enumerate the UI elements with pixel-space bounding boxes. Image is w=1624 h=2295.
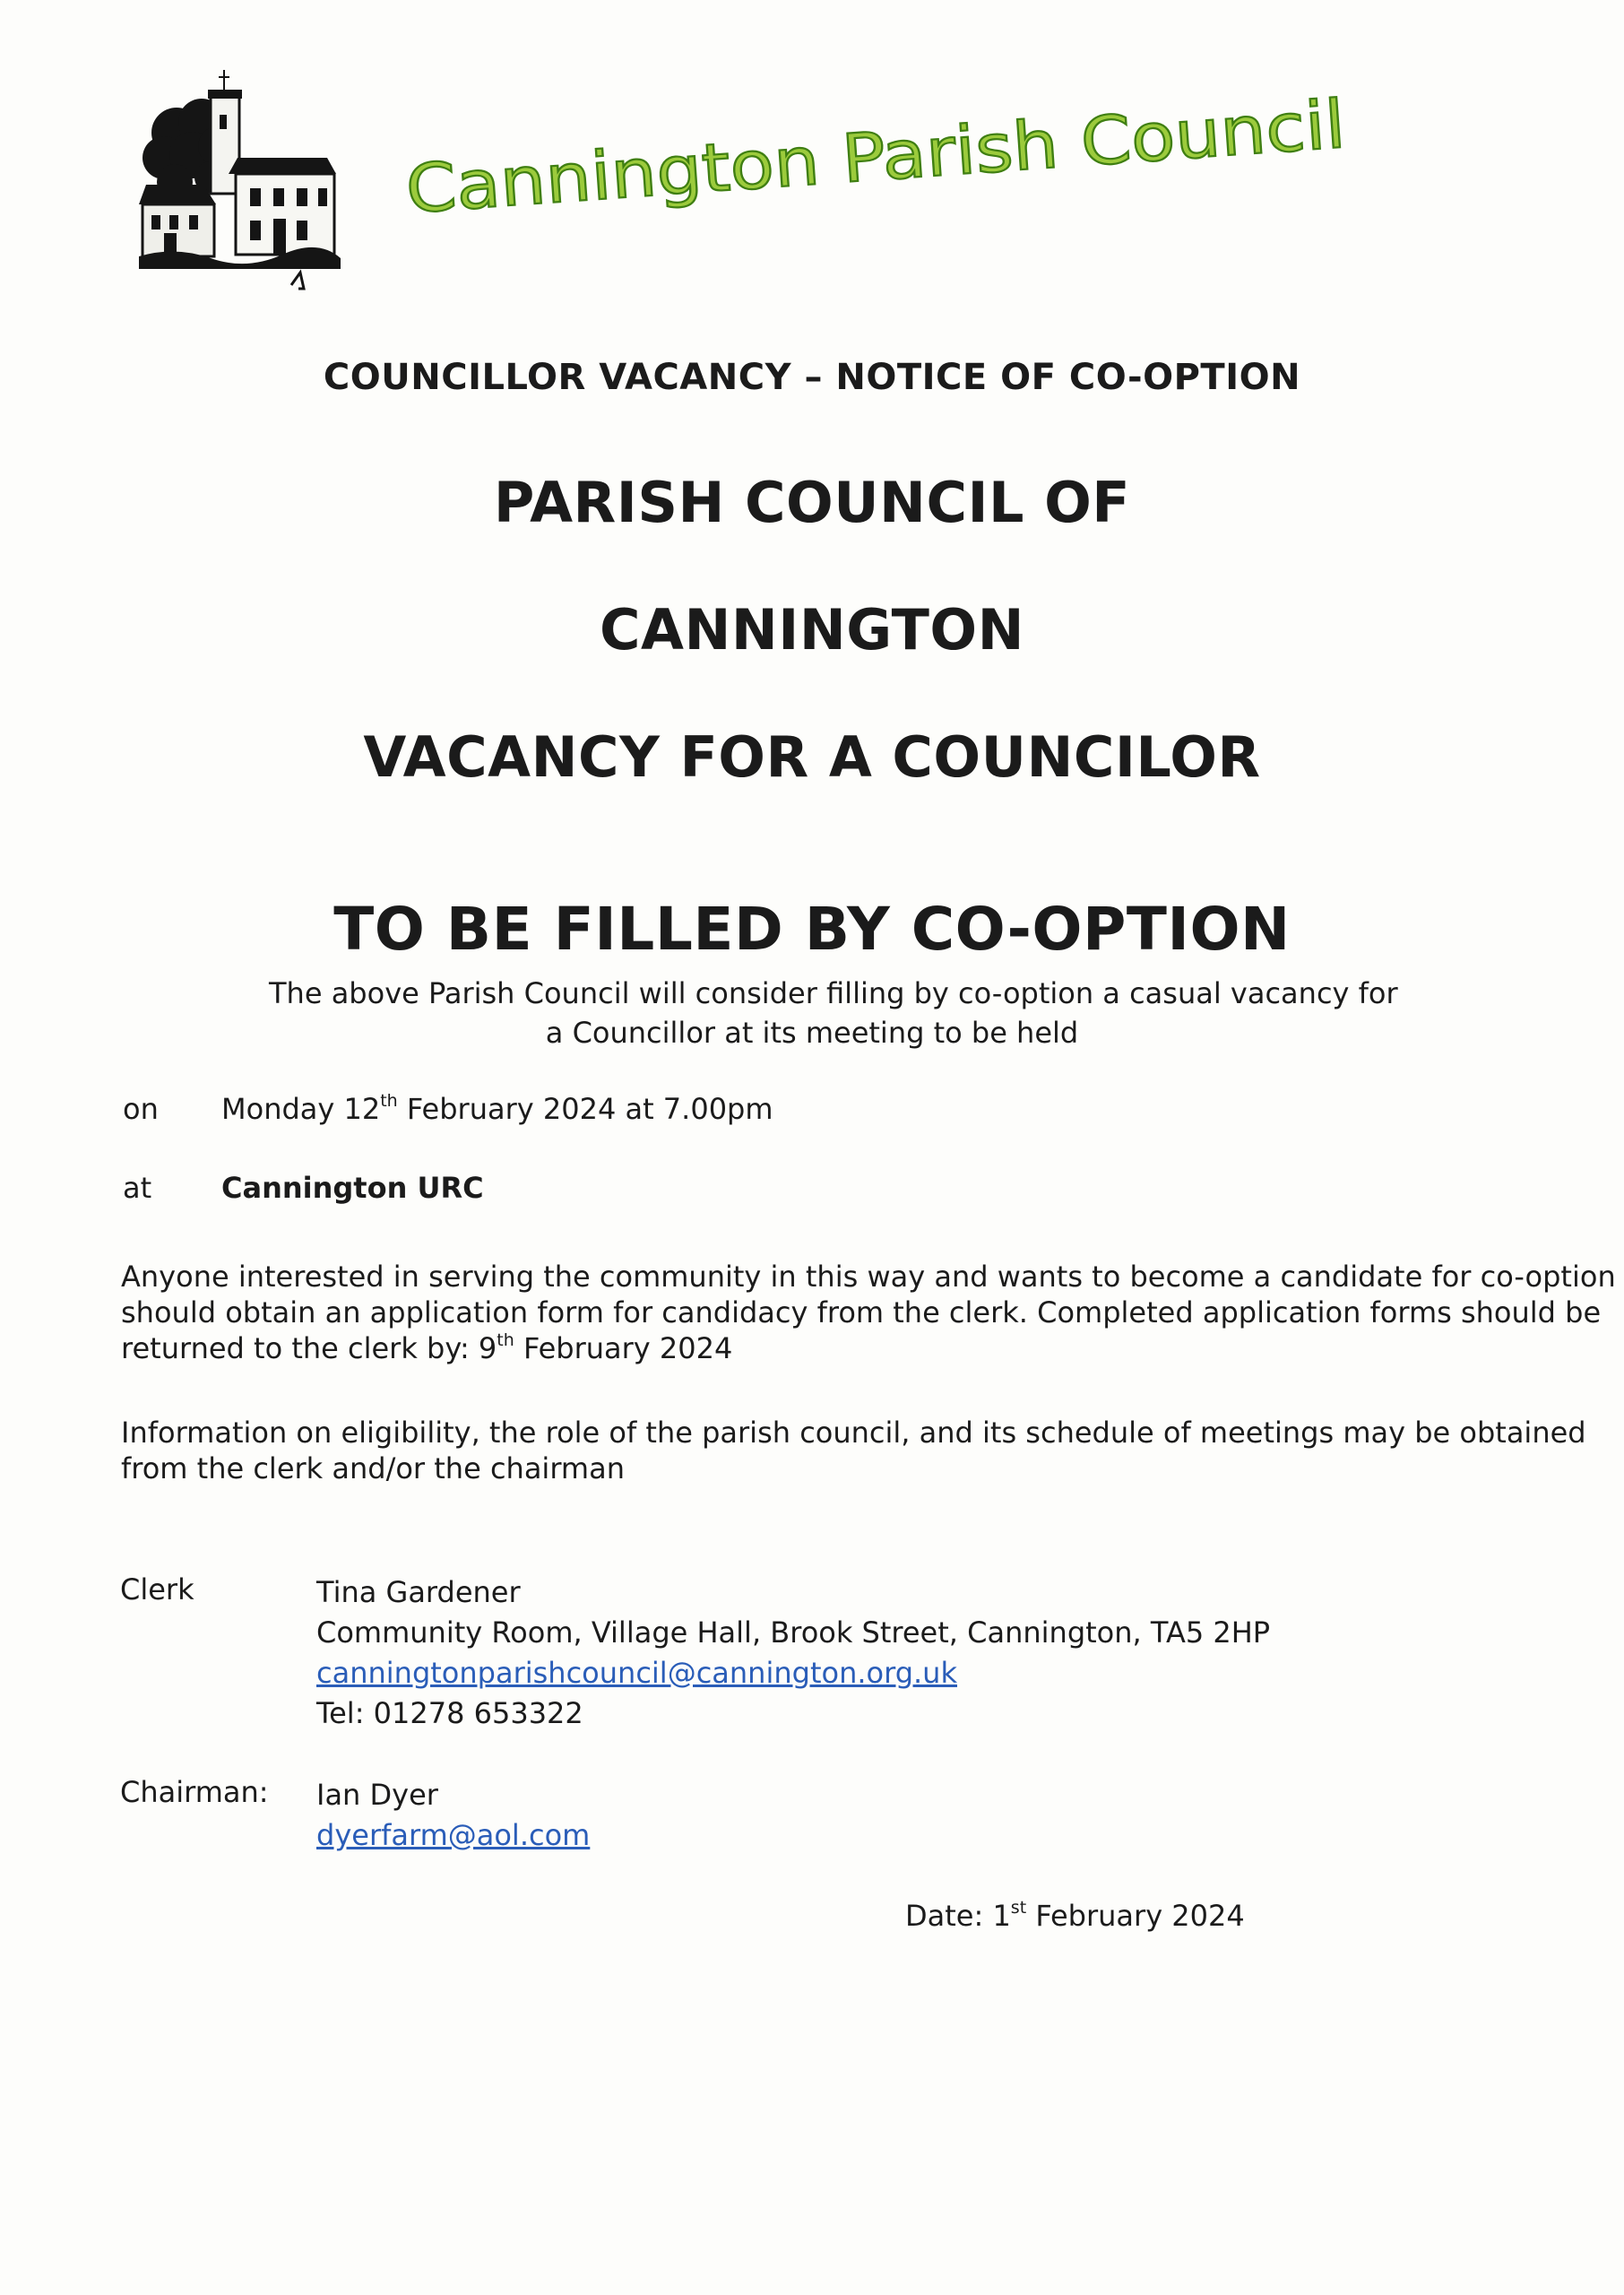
notice-date: Date: 1st February 2024	[905, 1898, 1245, 1933]
heading-parish-council: PARISH COUNCIL OF	[493, 470, 1131, 535]
clerk-label: Clerk	[120, 1572, 194, 1606]
clerk-contact	[316, 1572, 1270, 1734]
at-label: at	[123, 1171, 152, 1205]
chairman-email-link[interactable]: dyerfarm@aol.com	[316, 1818, 591, 1852]
heading-cannington: CANNINGTON	[600, 597, 1024, 663]
chairman-label: Chairman:	[120, 1775, 269, 1809]
paragraph-line: should obtain an application form for candidacy from the clerk. Completed application forms should be	[121, 1295, 1602, 1329]
chairman-name: Ian Dyer	[316, 1778, 438, 1812]
candidate-paragraph	[121, 1259, 1616, 1366]
heading-co-option: TO BE FILLED BY CO-OPTION	[333, 895, 1291, 964]
church-and-village-sketch-icon	[139, 70, 341, 303]
paragraph-line: Anyone interested in serving the community in this way and wants to become a candidate for co-option	[121, 1260, 1616, 1294]
chairman-contact	[316, 1775, 590, 1856]
council-name-heading	[399, 82, 1367, 262]
on-label: on	[123, 1092, 159, 1126]
clerk-address: Community Room, Village Hall, Brook Street, Cannington, TA5 2HP	[316, 1615, 1271, 1650]
clerk-tel: Tel: 01278 653322	[316, 1696, 583, 1730]
intro-line: The above Parish Council will consider filling by co-option a casual vacancy for	[269, 976, 1398, 1010]
intro-text	[269, 974, 1398, 1052]
paragraph-line: from the clerk and/or the chairman	[121, 1451, 625, 1485]
information-paragraph	[121, 1415, 1586, 1486]
clerk-name: Tina Gardener	[316, 1575, 521, 1609]
notice-heading: COUNCILLOR VACANCY – NOTICE OF CO-OPTION	[323, 357, 1301, 398]
intro-line: a Councillor at its meeting to be held	[545, 1016, 1079, 1050]
paragraph-line: Information on eligibility, the role of the parish council, and its schedule of meetings may be obtained	[121, 1416, 1586, 1450]
meeting-date: Monday 12th February 2024 at 7.00pm	[221, 1091, 773, 1126]
svg-text:Cannington Parish Council: Cannington Parish Council	[403, 91, 1276, 229]
heading-vacancy: VACANCY FOR A COUNCILOR	[363, 724, 1261, 790]
meeting-venue: Cannington URC	[221, 1171, 484, 1205]
paragraph-line: returned to the clerk by: 9th February 2024	[121, 1330, 733, 1365]
clerk-email-link[interactable]: canningtonparishcouncil@cannington.org.uk	[316, 1656, 957, 1690]
